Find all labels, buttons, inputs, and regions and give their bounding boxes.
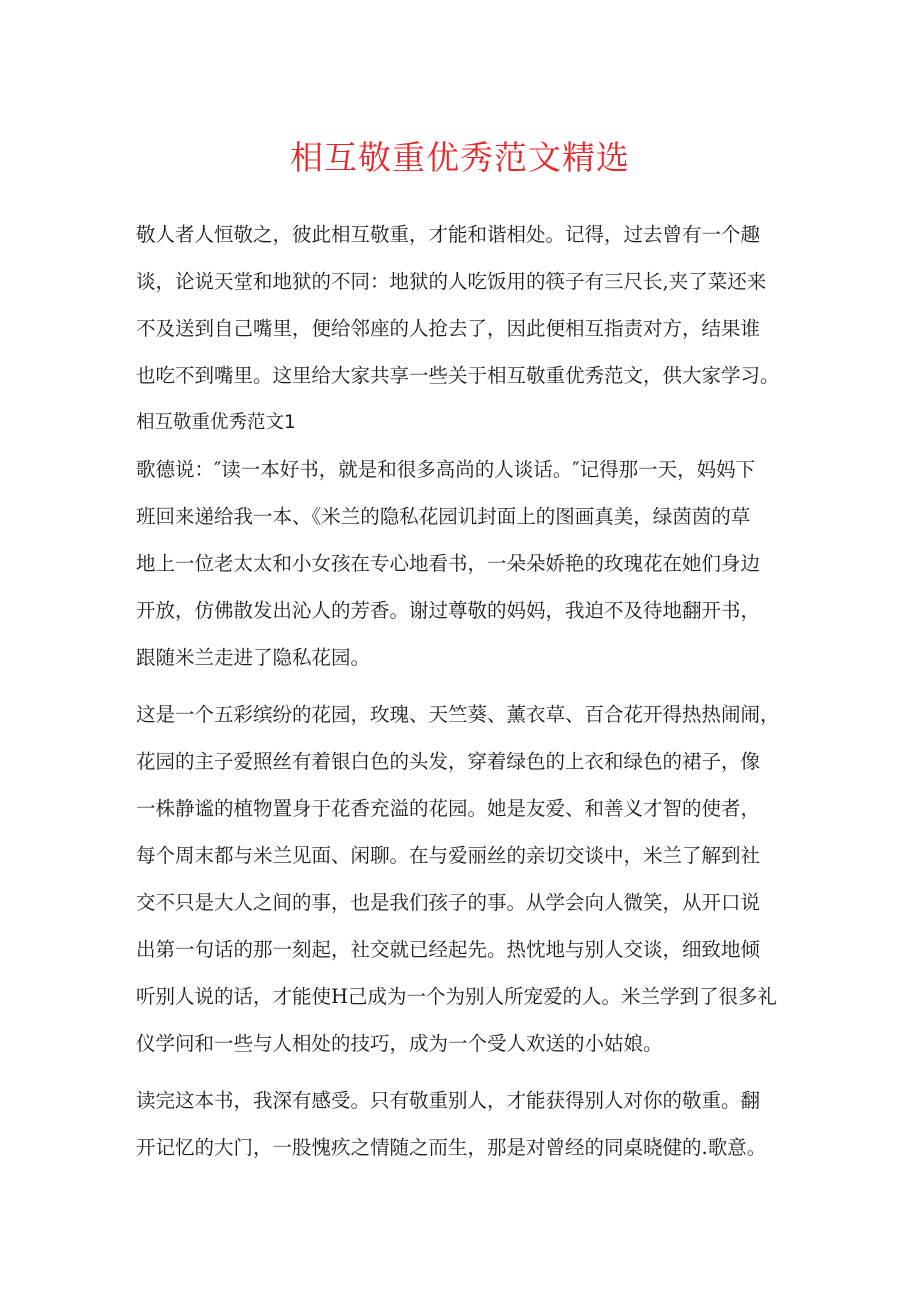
paragraph-line: 歌德说：″读一本好书，就是和很多高尚的人谈话。″记得那一天，妈妈下 <box>136 458 756 481</box>
paragraph-line: 敬人者人恒敬之，彼此相互敬重，才能和谐相处。记得，过去曾有一个趣 <box>136 223 761 246</box>
paragraph-line: 跟随米兰走进了隐私花园。 <box>136 646 371 669</box>
paragraph-line: 每个周末都与米兰见面、闲聊。在与爱丽丝的亲切交谈中，米兰了解到社 <box>136 844 761 867</box>
section-heading: 相互敬重优秀范文1 <box>136 412 296 433</box>
paragraph-line: 交不只是大人之间的事，也是我们孩子的事。从学会向人微笑，从开口说 <box>136 891 761 914</box>
paragraph-line: 地上一位老太太和小女孩在专心地看书，一朵朵娇艳的玫瑰花在她们身边 <box>136 552 761 575</box>
paragraph-line: 班回来递给我一本、《米兰的隐私花园讥封面上的图画真美，绿茵茵的草 <box>136 505 751 528</box>
paragraph-line: 一株静谧的植物置身于花香充溢的花园。她是友爱、和善义才智的使者， <box>136 797 761 820</box>
paragraph-line: 这是一个五彩缤纷的花园，玫瑰、天竺葵、薰衣草、百合花开得热热闹闹， <box>136 703 780 726</box>
paragraph-line: 读完这本书，我深有感受。只有敬重别人，才能获得别人对你的敬重。翻 <box>136 1089 761 1112</box>
paragraph-line: 开记忆的大门，一股愧疚之情随之而生，那是对曾经的同桌晓健的.歌意。 <box>136 1136 767 1159</box>
paragraph-line: 谈，论说天堂和地狱的不同：地狱的人吃饭用的筷子有三尺长,夹了菜还来 <box>136 270 767 293</box>
paragraph-line: 仪学问和一些与人相处的技巧，成为一个受人欢送的小姑娘。 <box>136 1032 663 1055</box>
paragraph-line: 不及送到自己嘴里，便给邻座的人抢去了，因此便相互指责对方，结果谁 <box>136 317 761 340</box>
document-title: 相互敬重优秀范文精选 <box>290 138 630 177</box>
paragraph-line: 开放，仿佛散发出沁人的芳香。谢过尊敬的妈妈，我迫不及待地翻开书， <box>136 599 761 622</box>
paragraph-line: 听别人说的话，才能使H己成为一个为别人所宠爱的人。米兰学到了很多礼 <box>136 985 778 1008</box>
paragraph-line: 也吃不到嘴里。这里给大家共享一些关于相互敬重优秀范文，供大家学习。 <box>136 364 780 387</box>
paragraph-line: 花园的主子爱照丝有着银白色的头发，穿着绿色的上衣和绿色的裙子，像 <box>136 750 761 773</box>
paragraph-line: 出第一句话的那一刻起，社交就已经起先。热忱地与别人交谈，细致地倾 <box>136 938 761 961</box>
